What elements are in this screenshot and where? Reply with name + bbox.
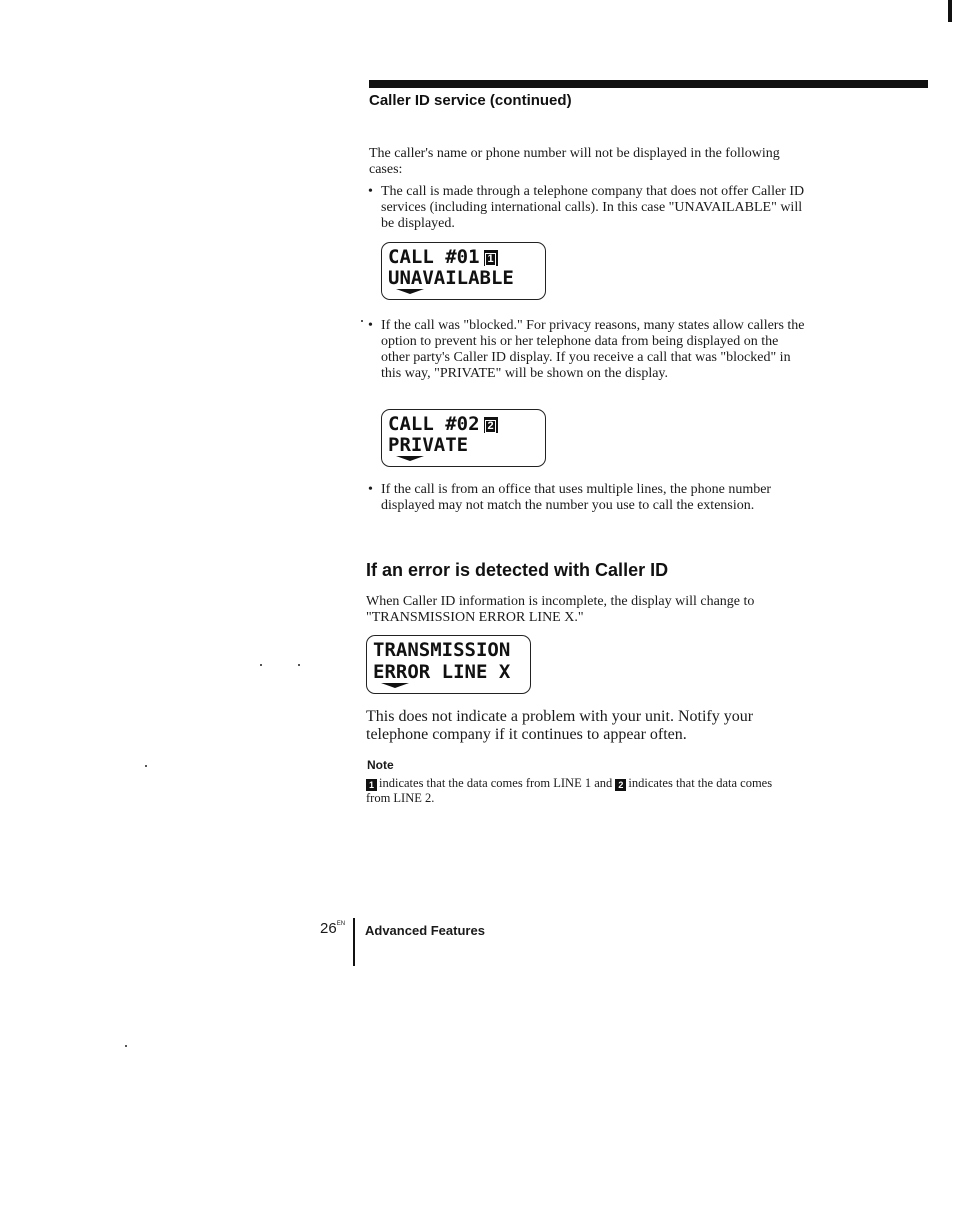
lcd-line-2: UNAVAILABLE	[388, 267, 514, 289]
advice-paragraph: This does not indicate a problem with your unit. Notify your telephone company if it continues to appear often.	[366, 708, 754, 743]
lcd-line-2: PRIVATE	[388, 434, 469, 456]
down-arrow-icon	[396, 456, 424, 461]
bullet-icon: •	[368, 482, 373, 497]
scan-speck	[260, 664, 262, 666]
line-2-indicator-icon: 2	[615, 779, 626, 791]
top-rule	[369, 80, 928, 88]
scan-speck	[145, 765, 147, 767]
lcd-line-1: CALL #01 1	[388, 247, 498, 267]
scan-speck	[361, 320, 363, 322]
lcd-display-unavailable	[381, 242, 546, 300]
list-item-text: If the call was "blocked." For privacy reasons, many states allow callers the option to prevent his or her telephone data from being displayed on the other party's Caller ID display. If you receive a call that was "blocked" in this way, "PRIVATE" will be shown on the display.	[381, 318, 805, 381]
section-label: Caller ID service (continued)	[369, 92, 572, 109]
note-text: 1 indicates that the data comes from LINE 1 and 2 indicates that the data comes from LINE 2.	[366, 776, 773, 805]
error-intro-paragraph: When Caller ID information is incomplete, the display will change to "TRANSMISSION ERROR LINE X."	[366, 594, 755, 625]
error-section-heading: If an error is detected with Caller ID	[366, 560, 669, 580]
scan-speck	[125, 1045, 127, 1047]
intro-paragraph: The caller's name or phone number will not be displayed in the following cases:	[369, 146, 780, 177]
bullet-icon: •	[368, 318, 373, 333]
line-2-indicator-icon: 2	[484, 417, 498, 433]
page-edge-mark	[948, 0, 952, 22]
footer-section-title: Advanced Features	[365, 923, 485, 938]
page-number: $26^{EN}$	[320, 920, 346, 937]
line-1-indicator-icon: 1	[366, 779, 377, 791]
list-item-text: If the call is from an office that uses multiple lines, the phone number displayed may not match the number you use to call the extension.	[381, 482, 772, 513]
footer-rule	[353, 918, 355, 966]
lcd-line-2: ERROR LINE X	[373, 661, 511, 683]
lcd-line-1: CALL #02 2	[388, 414, 498, 434]
list-item-text: The call is made through a telephone company that does not offer Caller ID services (including international calls). In this case "UNAVAILABLE" will be displayed.	[381, 184, 805, 231]
list-item	[368, 318, 810, 382]
line-1-indicator-icon: 1	[484, 250, 498, 266]
lcd-display-private	[381, 409, 546, 467]
down-arrow-icon	[381, 683, 409, 688]
list-item	[368, 482, 808, 514]
lcd-display-error	[366, 635, 531, 694]
down-arrow-icon	[396, 289, 424, 294]
bullet-icon: •	[368, 184, 373, 199]
list-item	[368, 184, 808, 232]
note-label: Note	[367, 758, 394, 772]
lcd-line-1: TRANSMISSION	[373, 639, 511, 661]
scan-speck	[298, 664, 300, 666]
